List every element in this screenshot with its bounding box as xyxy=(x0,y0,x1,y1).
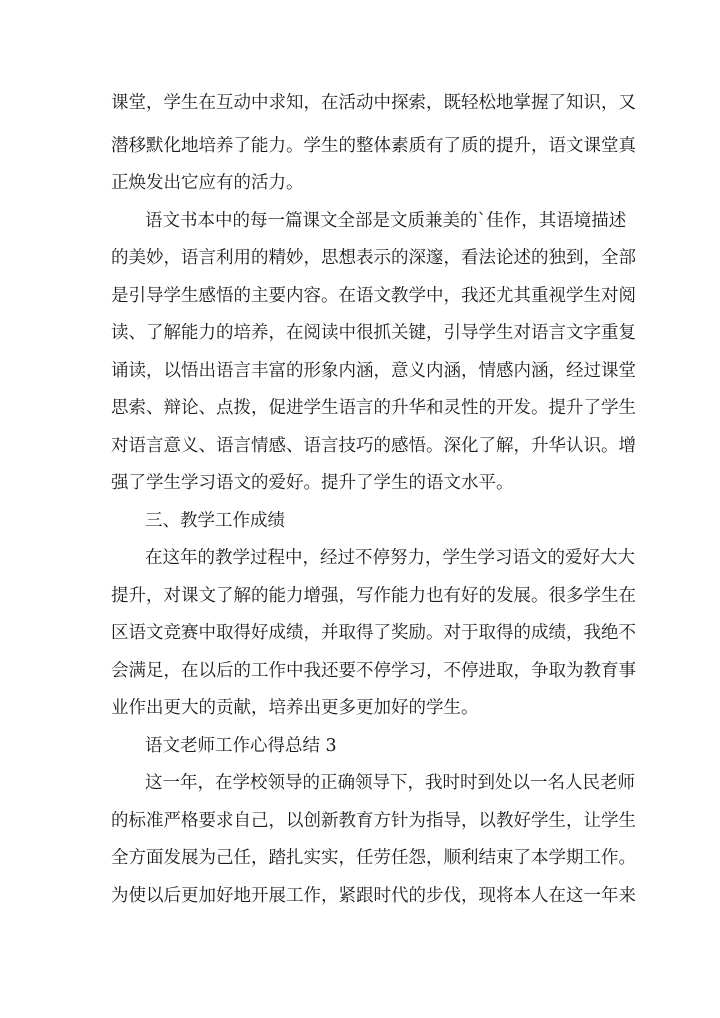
paragraph-3-line-1: 在这年的教学过程中，经过不停努力，学生学习语文的爱好大大 xyxy=(145,548,635,568)
paragraph-1-line-3: 正焕发出它应有的活力。 xyxy=(111,173,304,193)
paragraph-2-line-1: 语文书本中的每一篇课文全部是文质兼美的`佳作，其语境描述 xyxy=(145,211,627,231)
section-heading-teaching-results: 三、教学工作成绩 xyxy=(145,511,285,531)
paragraph-3-line-4: 会满足，在以后的工作中我还要不停学习，不停进取，争取为教育事 xyxy=(111,661,636,681)
paragraph-2-line-6: 思索、辩论、点拨，促进学生语言的升华和灵性的开发。提升了学生 xyxy=(111,398,636,418)
paragraph-2-line-8: 强了学生学习语文的爱好。提升了学生的语文水平。 xyxy=(111,473,514,493)
paragraph-2-line-3: 是引导学生感悟的主要内容。在语文教学中，我还尤其重视学生对阅 xyxy=(111,286,636,306)
paragraph-2-line-2: 的美妙，语言利用的精妙，思想表示的深邃，看法论述的独到，全部 xyxy=(111,248,636,268)
paragraph-4-line-2: 的标准严格要求自己，以创新教育方针为指导，以教好学生，让学生 xyxy=(111,811,636,831)
paragraph-3-line-2: 提升，对课文了解的能力增强，写作能力也有好的发展。很多学生在 xyxy=(111,586,636,606)
paragraph-4-line-1: 这一年，在学校领导的正确领导下，我时时到处以一名人民老师 xyxy=(145,773,635,793)
paragraph-2-line-5: 诵读，以悟出语言丰富的形象内涵，意义内涵，情感内涵，经过课堂 xyxy=(111,361,636,381)
paragraph-1-line-2: 潜移默化地培养了能力。学生的整体素质有了质的提升，语文课堂真 xyxy=(111,136,636,156)
paragraph-3-line-5: 业作出更大的贡献，培养出更多更加好的学生。 xyxy=(111,698,479,718)
paragraph-1-line-1: 课堂，学生在互动中求知，在活动中探索，既轻松地掌握了知识，又 xyxy=(111,93,636,113)
paragraph-4-line-4: 为使以后更加好地开展工作，紧跟时代的步伐，现将本人在这一年来 xyxy=(111,886,636,906)
paragraph-2-line-4: 读、了解能力的培养，在阅读中很抓关键，引导学生对语言文字重复 xyxy=(111,323,636,343)
section-title-summary-3: 语文老师工作心得总结 3 xyxy=(145,736,337,756)
paragraph-3-line-3: 区语文竞赛中取得好成绩，并取得了奖励。对于取得的成绩，我绝不 xyxy=(111,623,636,643)
paragraph-2-line-7: 对语言意义、语言情感、语言技巧的感悟。深化了解，升华认识。增 xyxy=(111,436,636,456)
paragraph-4-line-3: 全方面发展为己任，踏扎实实，任劳任怨，顺利结束了本学期工作。 xyxy=(111,848,636,868)
